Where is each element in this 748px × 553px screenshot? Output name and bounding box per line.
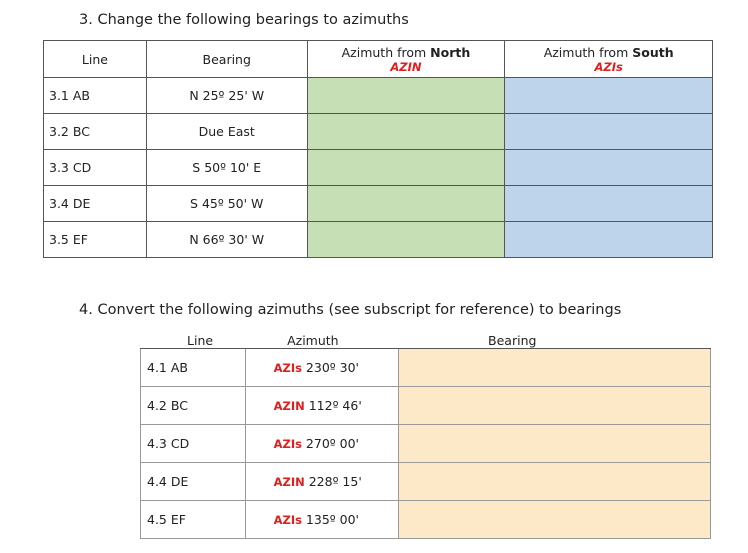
header-line: Line [44,41,147,78]
header-north-prefix: Azimuth from [341,44,431,60]
header-azimuth: Azimuth [245,329,398,349]
azimuth-cell [245,349,398,387]
bearing-answer-cell[interactable] [398,387,710,425]
azimuth-cell [245,387,398,425]
line-cell: 3.2 BC [44,114,147,150]
azimuth-south-answer-cell[interactable] [505,222,713,258]
azimuth-south-answer-cell[interactable] [505,150,713,186]
bearings-to-azimuths-table [43,40,713,258]
line-cell: 4.1 AB [141,349,246,387]
header-bearing: Bearing [146,41,307,78]
table-row [44,114,713,150]
azimuth-reference: AZIs [273,361,302,375]
bearing-answer-cell[interactable] [398,425,710,463]
table-row [141,463,711,501]
azimuth-reference: AZIs [273,437,302,451]
azimuth-south-answer-cell[interactable] [505,186,713,222]
header-north-sub: AZIN [390,59,422,74]
bearing-answer-cell[interactable] [398,349,710,387]
table-row [141,425,711,463]
section-3-heading: 3. Change the following bearings to azimuths [79,12,409,28]
header-azimuth-south [505,41,713,78]
azimuth-value: 228º 15' [304,474,362,489]
bearing-cell: N 66º 30' W [146,222,307,258]
header-south-sub: AZIs [594,59,623,74]
line-cell: 3.3 CD [44,150,147,186]
azimuth-cell [245,501,398,539]
line-cell: 4.2 BC [141,387,246,425]
table-header-row [44,41,713,78]
azimuth-reference: AZIs [273,513,302,527]
azimuth-cell [245,463,398,501]
azimuth-north-answer-cell[interactable] [307,78,505,114]
section-4-heading: 4. Convert the following azimuths (see subscript for reference) to bearings [79,302,622,318]
table-row [44,186,713,222]
azimuth-reference: AZIN [273,399,305,413]
azimuth-south-answer-cell[interactable] [505,78,713,114]
header-bearing: Bearing [398,329,710,349]
line-cell: 3.1 AB [44,78,147,114]
azimuth-north-answer-cell[interactable] [307,150,505,186]
line-cell: 4.5 EF [141,501,246,539]
bearing-cell: N 25º 25' W [146,78,307,114]
table-row [44,150,713,186]
table-row [141,349,711,387]
azimuth-reference: AZIN [273,475,305,489]
azimuths-to-bearings-table [140,329,711,539]
header-north-bold: North [430,44,471,60]
header-azimuth-north [307,41,505,78]
bearing-answer-cell[interactable] [398,501,710,539]
azimuth-north-answer-cell[interactable] [307,222,505,258]
header-south-bold: South [632,44,674,60]
table-header-row [141,329,711,349]
azimuth-value: 230º 30' [301,360,359,375]
header-line: Line [141,329,246,349]
line-cell: 4.3 CD [141,425,246,463]
line-cell: 3.4 DE [44,186,147,222]
table-row [141,501,711,539]
bearing-cell: S 45º 50' W [146,186,307,222]
azimuth-value: 270º 00' [301,436,359,451]
azimuth-north-answer-cell[interactable] [307,186,505,222]
azimuth-value: 112º 46' [304,398,362,413]
table-row [44,222,713,258]
azimuth-south-answer-cell[interactable] [505,114,713,150]
line-cell: 4.4 DE [141,463,246,501]
azimuth-value: 135º 00' [301,512,359,527]
header-south-prefix: Azimuth from [543,44,633,60]
bearing-cell: Due East [146,114,307,150]
table-row [44,78,713,114]
bearing-answer-cell[interactable] [398,463,710,501]
table-row [141,387,711,425]
line-cell: 3.5 EF [44,222,147,258]
azimuth-north-answer-cell[interactable] [307,114,505,150]
bearing-cell: S 50º 10' E [146,150,307,186]
azimuth-cell [245,425,398,463]
